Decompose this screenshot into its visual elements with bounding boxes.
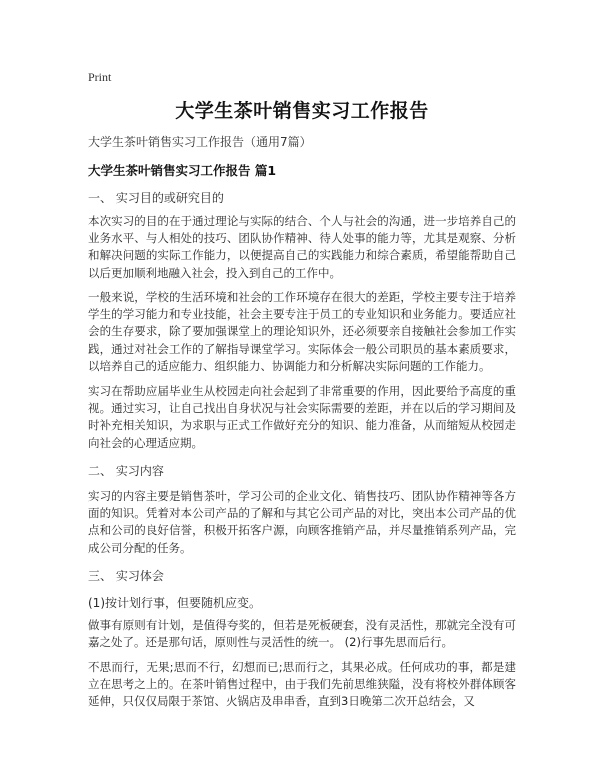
paragraph-5: 做事有原则有计划，是值得夸奖的，但若是死板硬套，没有灵活性，那就完全没有可嘉之处了。还是那句话，原则性与灵活性的统一。 (2)行事先思而后行。	[88, 618, 516, 650]
paragraph-4: 实习的内容主要是销售茶叶，学习公司的企业文化、销售技巧、团队协作精神等各方面的知识。凭着对本公司产品的了解和与其它公司产品的对比，突出本公司产品的优点和公司的良好信誉，积极开拓客户源，向顾客推销产品，并尽量推销系列产品，完成公司分配的任务。	[88, 489, 516, 555]
paragraph-6: 不思而行，无果;思而不行，幻想而已;思而行之，其果必成。任何成功的事，都是建立在思考之上的。在茶叶销售过程中，由于我们先前思维狭隘，没有将校外群体顾客延伸，只仅仅局限于茶馆、火锅店及串串香，直到3日晚第二次开总结会，又	[88, 660, 516, 709]
heading-content: 二、 实习内容	[88, 464, 164, 478]
document-subtitle: 大学生茶叶销售实习工作报告（通用7篇）	[88, 135, 312, 149]
heading-objectives: 一、 实习目的或研究目的	[88, 191, 224, 205]
document-title: 大学生茶叶销售实习工作报告	[175, 100, 429, 122]
section-title: 大学生茶叶销售实习工作报告 篇1	[88, 163, 277, 178]
paragraph-1: 本次实习的目的在于通过理论与实际的结合、个人与社会的沟通，进一步培养自己的业务水平、与人相处的技巧、团队协作精神、待人处事的能力等，尤其是观察、分析和解决问题的实际工作能力，以便提高自己的实践能力和综合素质，希望能帮助自己以后更加顺利地融入社会，投入到自己的工作中。	[88, 214, 516, 280]
paragraph-2: 一般来说，学校的生活环境和社会的工作环境存在很大的差距，学校主要专注于培养学生的学习能力和专业技能，社会主要专注于员工的专业知识和业务能力。要适应社会的生存要求，除了要加强课堂上的理论知识外，还必须要亲自接触社会参加工作实践，通过对社会工作的了解指导课堂学习。实际体会一般公司职员的基本素质要求，以培养自己的适应能力、组织能力、协调能力和分析解决实际问题的工作能力。	[88, 290, 516, 373]
paragraph-3: 实习在帮助应届毕业生从校园走向社会起到了非常重要的作用，因此要给予高度的重视。通过实习，让自己找出自身状况与社会实际需要的差距，并在以后的学习期间及时补充相关知识，为求职与正式工作做好充分的知识、能力准备，从而缩短从校园走向社会的心理适应期。	[88, 384, 516, 450]
list-item-1: (1)按计划行事，但要随机应变。	[88, 596, 261, 610]
print-link[interactable]: Print	[88, 70, 112, 84]
heading-experience: 三、 实习体会	[88, 569, 164, 583]
